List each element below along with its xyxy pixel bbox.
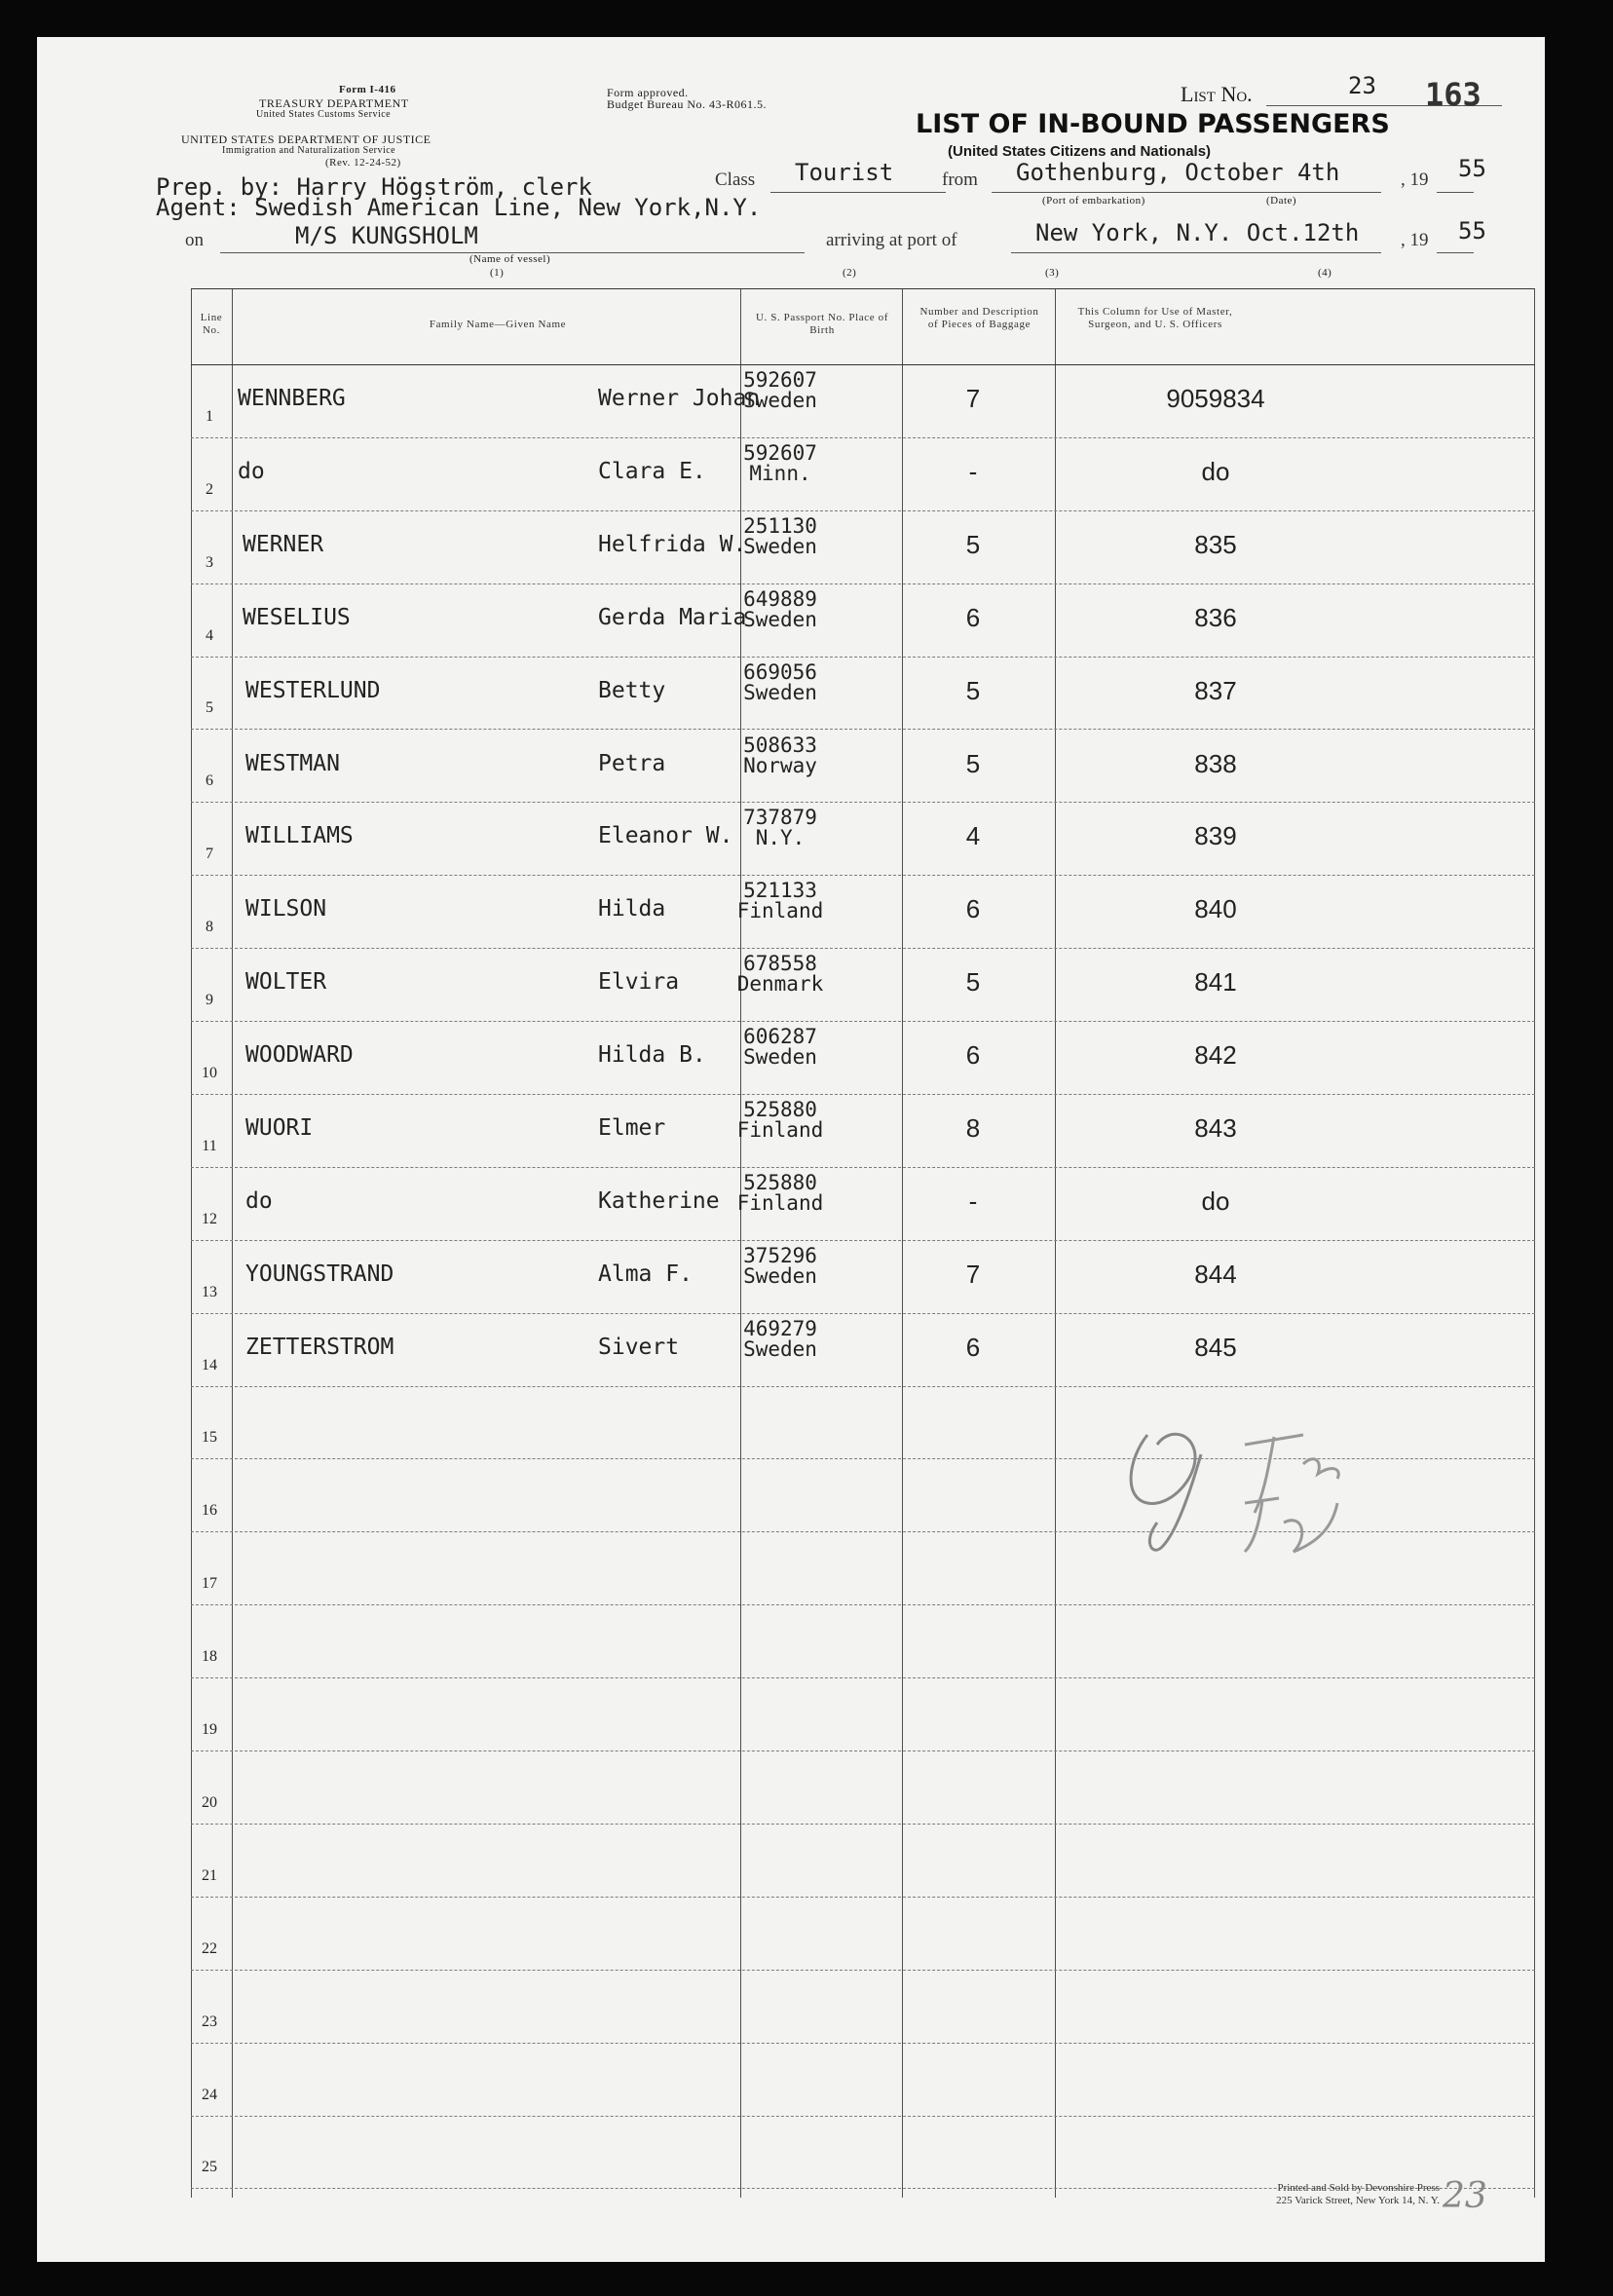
baggage-count: 5 <box>965 967 981 997</box>
list-no-label: List No. <box>1181 82 1253 106</box>
passport-number: 521133 <box>743 879 817 903</box>
ins-service: Immigration and Naturalization Service <box>222 145 396 156</box>
family-name: WESELIUS <box>243 604 351 630</box>
caption-3: (3) <box>1045 267 1060 279</box>
caption-4: (4) <box>1318 267 1332 279</box>
family-name: ZETTERSTROM <box>245 1334 394 1360</box>
given-name: Eleanor W. <box>598 823 733 849</box>
list-subtitle: (United States Citizens and Nationals) <box>948 143 1212 160</box>
baggage-count: 6 <box>965 1332 981 1362</box>
official-number: 835 <box>1194 529 1237 559</box>
table-row <box>191 510 1535 583</box>
line-number: 12 <box>202 1210 217 1227</box>
official-number: 836 <box>1194 602 1237 632</box>
line-number: 18 <box>202 1648 217 1666</box>
place-of-birth: Sweden <box>743 389 817 412</box>
place-of-birth: Minn. <box>749 461 811 485</box>
table-row <box>191 1970 1535 2043</box>
printer-line-2: 225 Varick Street, New York 14, N. Y. <box>1276 2195 1440 2206</box>
passport-number: 525880 <box>743 1098 817 1121</box>
line-number: 16 <box>202 1502 217 1520</box>
table-row <box>191 1824 1535 1897</box>
form-revision: (Rev. 12-24-52) <box>325 157 401 169</box>
table-row <box>191 1094 1535 1167</box>
place-of-birth: Denmark <box>736 972 824 997</box>
table-row <box>191 1021 1535 1094</box>
given-name: Werner Johan <box>598 386 761 411</box>
table-row <box>191 2043 1535 2116</box>
class-underline <box>770 192 946 193</box>
budget-bureau-no: Budget Bureau No. 43-R061.5. <box>607 97 767 111</box>
line-number: 7 <box>206 846 213 863</box>
line-number: 2 <box>206 480 213 498</box>
place-of-birth: Sweden <box>743 1336 817 1361</box>
printer-note <box>1108 2182 1440 2207</box>
place-of-birth: Sweden <box>743 680 817 704</box>
family-name: YOUNGSTRAND <box>245 1261 394 1287</box>
passport-number: 469279 <box>743 1316 817 1340</box>
line-number: 23 <box>202 2013 217 2030</box>
family-name: WESTMAN <box>245 750 340 776</box>
baggage-count: 8 <box>965 1113 981 1143</box>
agent: Agent: Swedish American Line, New York,N.Y. <box>156 194 762 221</box>
col-passport-header: U. S. Passport No. Place of Birth <box>756 312 888 336</box>
baggage-count: - <box>968 456 978 486</box>
given-name: Helfrida W. <box>598 531 747 557</box>
line-number: 11 <box>202 1137 217 1154</box>
baggage-count: 7 <box>965 1259 981 1289</box>
family-name: WERNER <box>243 531 324 557</box>
passport-number: 678558 <box>743 952 817 976</box>
given-name: Clara E. <box>598 458 706 484</box>
table-row <box>191 730 1535 803</box>
form-approved: Form approved. <box>607 86 689 99</box>
line-number: 3 <box>206 553 213 571</box>
col-officers-header: This Column for Use of Master, Surgeon, and U. S. Officers <box>1077 306 1233 330</box>
table-row <box>191 1167 1535 1240</box>
given-name: Hilda <box>598 896 666 922</box>
place-of-birth: Norway <box>743 753 817 777</box>
official-number: 845 <box>1194 1332 1237 1362</box>
official-number: do <box>1201 456 1230 486</box>
line-number: 9 <box>206 992 213 1009</box>
line-number: 4 <box>206 626 213 644</box>
passport-number: 592607 <box>743 368 817 392</box>
table-row <box>191 657 1535 730</box>
date-caption: (Date) <box>1266 195 1297 207</box>
list-no-value: 23 <box>1348 72 1376 99</box>
prepared-by: Prep. by: Harry Högström, clerk <box>156 173 592 201</box>
family-name: WILSON <box>245 896 327 922</box>
passport-number: 375296 <box>743 1243 817 1267</box>
place-of-birth: Finland <box>736 1118 824 1142</box>
family-name: WENNBERG <box>238 386 346 411</box>
passport-number: 525880 <box>743 1170 817 1194</box>
given-name: Katherine <box>598 1187 720 1214</box>
from-underline <box>992 192 1381 193</box>
line-number: 24 <box>202 2086 217 2103</box>
official-number: 837 <box>1194 675 1237 705</box>
official-number: 843 <box>1194 1113 1237 1143</box>
baggage-count: 4 <box>965 821 981 851</box>
line-number: 1 <box>206 407 213 425</box>
list-title: LIST OF IN-BOUND PASSENGERS <box>916 109 1390 139</box>
table-row <box>191 583 1535 657</box>
treasury-department: TREASURY DEPARTMENT <box>259 96 409 110</box>
baggage-count: 6 <box>965 894 981 924</box>
official-number: 840 <box>1194 894 1237 924</box>
year-1: 55 <box>1458 155 1486 182</box>
baggage-count: - <box>968 1186 978 1216</box>
family-name: do <box>245 1187 273 1214</box>
line-number: 15 <box>202 1429 217 1447</box>
official-number: 844 <box>1194 1259 1237 1289</box>
baggage-count: 7 <box>965 384 981 413</box>
line-number: 10 <box>202 1064 217 1081</box>
family-name: WOLTER <box>245 969 327 996</box>
family-name: WUORI <box>245 1115 314 1141</box>
year-2: 55 <box>1458 217 1486 245</box>
year-underline-1 <box>1437 192 1474 193</box>
class-value: Tourist <box>795 159 894 186</box>
year-prefix-1: , 19 <box>1401 169 1429 190</box>
place-of-birth: Sweden <box>743 1045 817 1070</box>
line-number: 6 <box>206 772 213 790</box>
line-number: 14 <box>202 1356 217 1374</box>
port-embark-caption: (Port of embarkation) <box>1042 195 1145 207</box>
col-line-no-header: Line No. <box>200 312 223 336</box>
line-number: 22 <box>202 1939 217 1957</box>
passport-number: 606287 <box>743 1025 817 1049</box>
given-name: Betty <box>598 677 666 703</box>
place-of-birth: N.Y. <box>755 826 806 850</box>
place-of-birth: Sweden <box>743 1263 817 1288</box>
vessel-name: M/S KUNGSHOLM <box>295 222 478 249</box>
manifest-page <box>37 37 1545 2262</box>
line-number: 13 <box>202 1283 217 1300</box>
arriving-label: arriving at port of <box>826 230 957 250</box>
table-row <box>191 802 1535 875</box>
table-row <box>191 2116 1535 2189</box>
passport-number: 508633 <box>743 733 817 757</box>
place-of-birth: Finland <box>736 1190 824 1215</box>
passport-number: 592607 <box>743 440 817 465</box>
family-name: WOODWARD <box>245 1042 354 1069</box>
given-name: Elmer <box>598 1115 666 1141</box>
passport-number: 669056 <box>743 659 817 684</box>
list-no-stamp: 163 <box>1425 76 1482 113</box>
printer-line-1: Printed and Sold by Devonshire Press <box>1277 2182 1440 2194</box>
table-row <box>191 948 1535 1021</box>
family-name: do <box>238 458 265 484</box>
family-name: WESTERLUND <box>245 677 381 703</box>
port-of-arrival: New York, N.Y. Oct.12th <box>1035 219 1360 246</box>
official-number: 841 <box>1194 967 1237 997</box>
official-number: 842 <box>1194 1040 1237 1071</box>
given-name: Alma F. <box>598 1261 693 1287</box>
official-number: 9059834 <box>1166 384 1265 413</box>
handwritten-signature <box>1108 1406 1440 1591</box>
on-label: on <box>185 230 204 250</box>
line-number: 19 <box>202 1721 217 1739</box>
baggage-count: 6 <box>965 1040 981 1071</box>
given-name: Hilda B. <box>598 1042 706 1069</box>
line-number: 5 <box>206 699 213 717</box>
port-of-embarkation: Gothenburg, October 4th <box>1016 159 1340 186</box>
table-row <box>191 1313 1535 1386</box>
baggage-count: 5 <box>965 748 981 778</box>
table-row <box>191 437 1535 510</box>
place-of-birth: Sweden <box>743 534 817 558</box>
form-number: Form I-416 <box>339 84 396 95</box>
table-row <box>191 1240 1535 1313</box>
place-of-birth: Sweden <box>743 607 817 631</box>
line-number: 8 <box>206 919 213 936</box>
official-number: 839 <box>1194 821 1237 851</box>
table-row <box>191 875 1535 948</box>
given-name: Petra <box>598 750 666 776</box>
official-number: do <box>1201 1186 1230 1216</box>
passport-number: 251130 <box>743 513 817 538</box>
given-name: Gerda Maria <box>598 604 747 630</box>
line-number: 21 <box>202 1866 217 1884</box>
from-label: from <box>942 169 978 190</box>
passport-number: 737879 <box>743 806 817 830</box>
passenger-table <box>191 288 1535 2198</box>
year-underline-2 <box>1437 252 1474 253</box>
page-mark: 23 <box>1443 2176 1487 2216</box>
table-row <box>191 1604 1535 1677</box>
baggage-count: 6 <box>965 602 981 632</box>
caption-2: (2) <box>843 267 857 279</box>
line-number: 20 <box>202 1793 217 1811</box>
baggage-count: 5 <box>965 675 981 705</box>
place-of-birth: Finland <box>736 899 824 923</box>
passport-number: 649889 <box>743 586 817 611</box>
class-label: Class <box>715 169 756 190</box>
col-baggage-header: Number and Description of Pieces of Baggage <box>919 306 1039 330</box>
baggage-count: 5 <box>965 529 981 559</box>
table-row <box>191 1897 1535 1970</box>
justice-department: UNITED STATES DEPARTMENT OF JUSTICE <box>181 132 431 146</box>
line-number: 17 <box>202 1575 217 1593</box>
given-name: Sivert <box>598 1334 680 1360</box>
customs-service: United States Customs Service <box>256 109 392 120</box>
col-name-header: Family Name—Given Name <box>429 319 567 330</box>
given-name: Elvira <box>598 969 680 996</box>
caption-1: (1) <box>490 267 505 279</box>
line-number: 25 <box>202 2159 217 2176</box>
family-name: WILLIAMS <box>245 823 354 849</box>
year-prefix-2: , 19 <box>1401 230 1429 250</box>
table-row <box>191 1750 1535 1824</box>
table-row <box>191 1677 1535 1750</box>
arrival-underline <box>1011 252 1381 253</box>
official-number: 838 <box>1194 748 1237 778</box>
table-row <box>191 364 1535 437</box>
vessel-caption: (Name of vessel) <box>469 253 551 265</box>
